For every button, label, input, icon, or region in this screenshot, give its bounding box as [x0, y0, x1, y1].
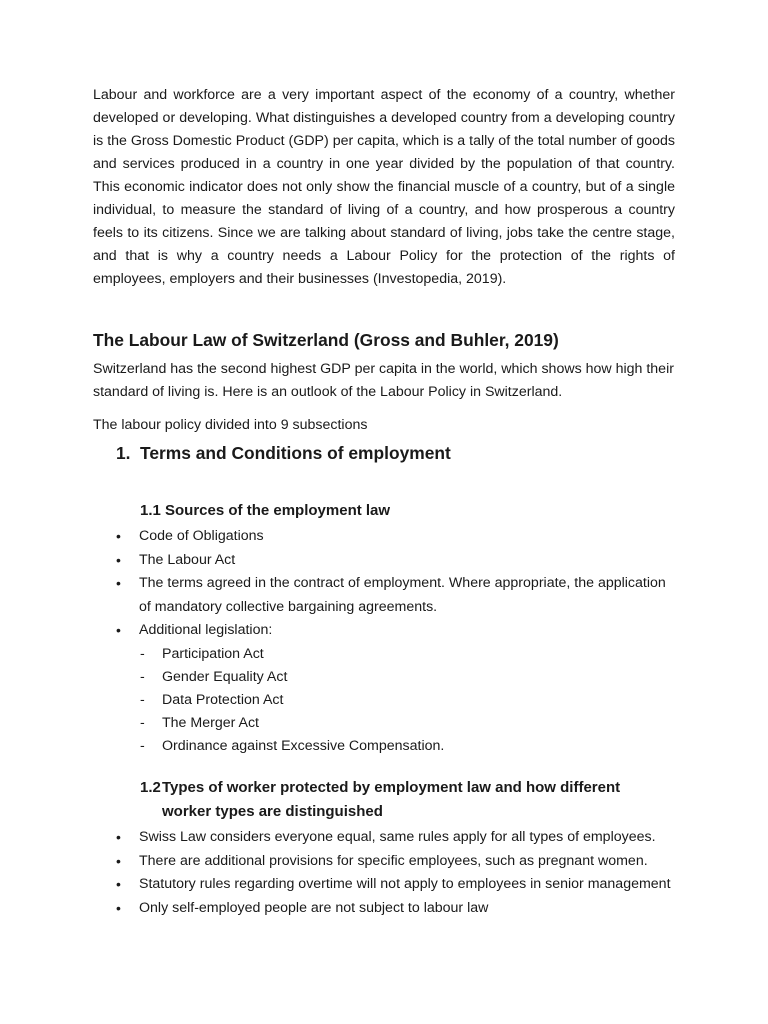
list-item-text: The terms agreed in the contract of employment. Where appropriate, the application of mandatory collective bargaining agreements.	[139, 575, 666, 615]
subsection-heading-line2: worker types are distinguished	[162, 803, 383, 820]
numbered-heading-terms	[116, 441, 451, 465]
dash-icon: -	[140, 669, 145, 685]
list-item	[0, 572, 768, 619]
subsections-paragraph: The labour policy divided into 9 subsections	[93, 417, 368, 433]
list-item	[0, 850, 768, 874]
list-item	[0, 826, 768, 850]
intro-paragraph: Labour and workforce are a very important aspect of the economy of a country, whether developed or developing. What distinguishes a developed country from a developing country is the Gross Domestic Product (GDP) per capita, which is a tally of the total number of goods and services produced in a country in one year divided by the population of that country. This economic indicator does not only show the financial muscle of a country, but of a single individual, to measure the standard of living of a country, and how prosperous a country feels to its citizens. Since we are talking about standard of living, jobs take the centre stage, and that is why a country needs a Labour Policy for the protection of the rights of employees, employers and their businesses (Investopedia, 2019).	[93, 87, 675, 287]
worker-types-bullet-list	[0, 826, 768, 920]
bullet-icon: •	[116, 551, 121, 568]
subsection-heading-worker-types	[140, 776, 660, 824]
list-item	[0, 525, 768, 549]
list-item-text: Ordinance against Excessive Compensation.	[162, 738, 445, 754]
list-item	[0, 643, 768, 666]
list-item-text: There are additional provisions for specific employees, such as pregnant women.	[139, 852, 648, 869]
bullet-icon: •	[116, 528, 121, 544]
list-item-text: Code of Obligations	[139, 528, 264, 544]
dash-icon: -	[140, 692, 145, 708]
list-item	[0, 619, 768, 643]
bullet-icon: •	[116, 829, 121, 845]
heading-text: Terms and Conditions of employment	[140, 443, 451, 463]
section-heading: The Labour Law of Switzerland (Gross and Buhler, 2019)	[93, 330, 559, 350]
list-item	[0, 735, 768, 758]
list-item-text: The Labour Act	[139, 551, 236, 568]
list-item	[0, 666, 768, 689]
subsection-number: 1.2	[140, 779, 161, 796]
list-item	[0, 873, 768, 897]
list-item-text: Data Protection Act	[162, 692, 284, 708]
subsection-heading-sources: 1.1 Sources of the employment law	[140, 502, 391, 519]
dash-icon: -	[140, 738, 145, 754]
heading-number: 1.	[116, 443, 131, 463]
dash-icon: -	[140, 715, 145, 731]
list-item-text: The Merger Act	[162, 715, 259, 731]
bullet-icon: •	[116, 876, 121, 892]
sources-bullet-list	[0, 525, 768, 643]
bullet-icon: •	[116, 899, 121, 916]
dash-icon: -	[140, 646, 145, 662]
switzerland-paragraph: Switzerland has the second highest GDP per capita in the world, which shows how high their standard of living is. Here is an outlook of the Labour Policy in Switzerland.	[93, 361, 674, 400]
list-item-text: Gender Equality Act	[162, 669, 288, 685]
bullet-icon: •	[116, 575, 121, 591]
list-item	[0, 549, 768, 573]
list-item-text: Participation Act	[162, 646, 264, 662]
list-item	[0, 689, 768, 712]
bullet-icon: •	[116, 852, 121, 869]
list-item	[0, 897, 768, 921]
list-item-text: Statutory rules regarding overtime will not apply to employees in senior management	[139, 876, 671, 892]
list-item-text: Additional legislation:	[139, 622, 273, 638]
list-item-text: Swiss Law considers everyone equal, same rules apply for all types of employees.	[139, 829, 656, 845]
subsection-heading-line1: Types of worker protected by employment law and how different	[162, 779, 621, 796]
bullet-icon: •	[116, 622, 121, 638]
list-item-text: Only self-employed people are not subject to labour law	[139, 899, 489, 916]
additional-legislation-list	[0, 643, 768, 758]
list-item	[0, 712, 768, 735]
